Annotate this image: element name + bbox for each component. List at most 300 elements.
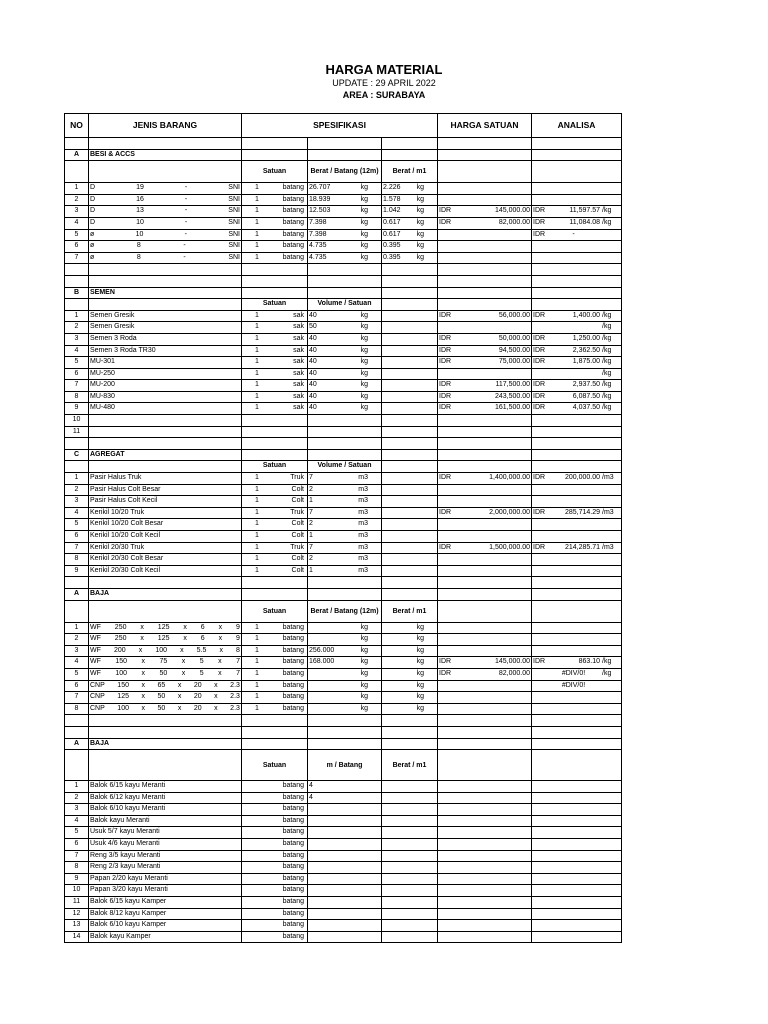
item-spec-part: x — [140, 623, 144, 631]
item-name: Balok 8/12 kayu Kamper — [89, 908, 242, 920]
item-row — [65, 473, 622, 485]
item-spec-part: SNI — [228, 218, 240, 226]
item-spec-part: WF — [90, 623, 101, 631]
item-value-2 — [382, 206, 438, 218]
header-no: NO — [65, 114, 89, 138]
item-row — [65, 415, 622, 427]
item-qty: 1 — [255, 646, 259, 654]
blank-cell — [532, 715, 622, 727]
item-satuan — [242, 792, 308, 804]
item-analisa — [532, 496, 622, 508]
item-no: 1 — [65, 310, 89, 322]
item-row — [65, 252, 622, 264]
item-spec-part: 10 — [136, 218, 144, 226]
item-value-1-unit: m3 — [358, 555, 368, 563]
item-row — [65, 634, 622, 646]
analisa-value: 1,250.00 — [572, 334, 601, 342]
item-no: 4 — [65, 345, 89, 357]
item-value-2 — [382, 645, 438, 657]
item-analisa — [532, 634, 622, 646]
item-no: 3 — [65, 206, 89, 218]
item-value-1-number: 7 — [309, 474, 313, 482]
item-spec-part: - — [183, 242, 186, 250]
item-value-2-number: 0.617 — [383, 218, 401, 226]
item-no: 5 — [65, 668, 89, 680]
item-harga — [438, 322, 532, 334]
item-satuan — [242, 484, 308, 496]
item-value-1 — [308, 519, 382, 531]
item-value-2 — [382, 183, 438, 195]
blank-cell — [382, 588, 438, 600]
harga-value: 243,500.00 — [494, 392, 531, 400]
item-analisa — [532, 519, 622, 531]
item-spec-part: x — [218, 658, 222, 666]
item-spec-part: 8 — [136, 242, 141, 250]
item-harga — [438, 792, 532, 804]
item-value-2 — [382, 885, 438, 897]
item-spec-part: 9 — [236, 623, 240, 631]
item-value-1 — [308, 507, 382, 519]
blank-cell — [89, 438, 242, 450]
subheader-satuan: Satuan — [242, 299, 308, 311]
item-spec-part: 13 — [136, 207, 144, 215]
item-unit: sak — [293, 323, 304, 331]
item-value-2 — [382, 380, 438, 392]
blank-cell — [532, 738, 622, 750]
item-analisa — [532, 897, 622, 909]
item-qty: 1 — [255, 334, 259, 342]
item-value-2 — [382, 229, 438, 241]
item-no: 1 — [65, 622, 89, 634]
item-satuan — [242, 345, 308, 357]
item-qty: 1 — [255, 543, 259, 551]
analisa-currency: IDR — [533, 230, 546, 238]
subheader-volume: Berat / Batang (12m) — [308, 600, 382, 622]
blank-cell — [382, 577, 438, 589]
blank-cell — [382, 738, 438, 750]
item-spec-part: 200 — [113, 646, 126, 654]
item-spec-part: x — [214, 681, 218, 689]
blank-cell — [65, 750, 89, 781]
item-row — [65, 484, 622, 496]
item-qty: 1 — [255, 520, 259, 528]
item-value-1 — [308, 622, 382, 634]
item-no: 1 — [65, 473, 89, 485]
item-value-1-unit: kg — [360, 184, 368, 192]
blank-cell — [532, 264, 622, 276]
item-spec-part: 8 — [236, 646, 240, 654]
item-no: 3 — [65, 645, 89, 657]
analisa-currency: IDR — [533, 543, 546, 551]
analisa-currency: IDR — [533, 218, 546, 226]
item-analisa — [532, 827, 622, 839]
item-spec-part: 2.3 — [230, 681, 240, 689]
item-value-2 — [382, 241, 438, 253]
item-analisa — [532, 554, 622, 566]
item-spec-part: D — [90, 195, 96, 203]
item-qty: 1 — [255, 311, 259, 319]
analisa-value: 11,084.08 — [569, 218, 601, 226]
blank-cell — [242, 449, 308, 461]
item-unit: sak — [293, 381, 304, 389]
item-no: 2 — [65, 194, 89, 206]
item-row — [65, 194, 622, 206]
blank-cell — [65, 600, 89, 622]
item-value-2 — [382, 310, 438, 322]
subheader-satuan: Satuan — [242, 750, 308, 781]
item-value-1 — [308, 241, 382, 253]
item-no: 2 — [65, 792, 89, 804]
blank-cell — [308, 287, 382, 299]
item-spec-part: - — [183, 253, 186, 261]
item-analisa — [532, 815, 622, 827]
item-analisa — [532, 692, 622, 704]
item-no: 12 — [65, 908, 89, 920]
item-harga — [438, 194, 532, 206]
item-spec-part: 6 — [200, 635, 205, 643]
item-value-1 — [308, 657, 382, 669]
item-value-2-unit: kg — [416, 195, 425, 203]
item-value-1-unit: m3 — [358, 508, 368, 516]
item-harga — [438, 426, 532, 438]
item-value-2-number: 1.042 — [383, 207, 401, 215]
item-unit: batang — [282, 635, 304, 643]
item-unit: batang — [282, 782, 304, 790]
item-harga — [438, 229, 532, 241]
item-value-2-unit: kg — [416, 230, 425, 238]
item-value-1 — [308, 645, 382, 657]
item-spec-part: - — [184, 218, 188, 226]
item-value-2 — [382, 862, 438, 874]
item-spec-part: 250 — [114, 623, 127, 631]
item-value-2 — [382, 554, 438, 566]
item-value-1 — [308, 850, 382, 862]
section-title: AGREGAT — [89, 449, 242, 461]
item-unit: batang — [282, 681, 304, 689]
item-name: Kerikil 10/20 Colt Kecil — [89, 531, 242, 543]
section-title: BESI & ACCS — [89, 149, 242, 161]
item-spec-part: D — [90, 207, 96, 215]
item-name — [89, 657, 242, 669]
item-name: Pasir Halus Truk — [89, 473, 242, 485]
item-value-2-number: 2.226 — [383, 184, 401, 192]
blank-cell — [438, 287, 532, 299]
item-unit: batang — [282, 909, 304, 917]
harga-currency: IDR — [439, 543, 452, 551]
blank-cell — [242, 715, 308, 727]
item-value-2-unit: kg — [416, 242, 425, 250]
item-harga — [438, 692, 532, 704]
item-value-1-unit: kg — [360, 323, 368, 331]
item-value-1 — [308, 217, 382, 229]
analisa-value — [547, 369, 600, 380]
item-harga — [438, 252, 532, 264]
item-satuan — [242, 815, 308, 827]
item-satuan — [242, 850, 308, 862]
item-satuan — [242, 862, 308, 874]
item-unit: Truk — [290, 543, 304, 551]
item-spec-part: 5 — [199, 658, 204, 666]
item-name — [89, 692, 242, 704]
item-value-1 — [308, 484, 382, 496]
item-name: Balok 6/15 kayu Meranti — [89, 781, 242, 793]
analisa-value: 1,400.00 — [572, 311, 601, 319]
item-value-2 — [382, 668, 438, 680]
item-value-2 — [382, 703, 438, 715]
item-value-1 — [308, 565, 382, 577]
item-analisa — [532, 391, 622, 403]
subheader-row — [65, 461, 622, 473]
item-spec-part: ø — [90, 242, 95, 250]
item-value-1 — [308, 703, 382, 715]
item-spec-part: x — [177, 704, 182, 712]
analisa-value: 6,087.50 — [572, 392, 601, 400]
material-price-table — [64, 113, 622, 943]
item-value-1 — [308, 229, 382, 241]
blank-cell — [438, 449, 532, 461]
item-value-1-unit: m3 — [358, 520, 368, 528]
item-value-1 — [308, 531, 382, 543]
item-value-1 — [308, 542, 382, 554]
item-spec-part: CNP — [90, 681, 105, 689]
subheader-volume: Volume / Satuan — [308, 299, 382, 311]
item-satuan — [242, 496, 308, 508]
analisa-value: - — [572, 230, 575, 238]
item-analisa — [532, 357, 622, 369]
item-unit: batang — [282, 669, 304, 677]
item-value-2 — [382, 426, 438, 438]
blank-cell — [89, 461, 242, 473]
item-qty: 1 — [255, 184, 259, 192]
item-row — [65, 241, 622, 253]
section-header — [65, 588, 622, 600]
item-satuan — [242, 908, 308, 920]
item-spec-part: x — [214, 704, 218, 712]
item-value-1-unit: kg — [360, 623, 368, 631]
blank-cell — [382, 149, 438, 161]
item-no: 4 — [65, 507, 89, 519]
item-value-1-unit: m3 — [358, 543, 368, 551]
item-spec-part: SNI — [228, 207, 240, 215]
item-spec-part: x — [218, 623, 223, 631]
blank-cell — [438, 738, 532, 750]
item-spec-part: 2.3 — [230, 704, 240, 712]
item-qty: 1 — [255, 555, 259, 563]
item-analisa — [532, 680, 622, 692]
item-spec-part: 150 — [115, 658, 128, 666]
item-no: 2 — [65, 484, 89, 496]
harga-value: 1,400,000.00 — [489, 474, 531, 482]
item-row — [65, 850, 622, 862]
blank-cell — [438, 577, 532, 589]
item-no: 7 — [65, 542, 89, 554]
item-name: Reng 2/3 kayu Meranti — [89, 862, 242, 874]
blank-cell — [308, 438, 382, 450]
harga-currency: IDR — [439, 508, 452, 516]
item-value-1-number: 1 — [309, 497, 313, 505]
item-spec-part: 20 — [193, 704, 202, 712]
blank-cell — [438, 138, 532, 150]
header-harga-satuan: HARGA SATUAN — [438, 114, 532, 138]
item-value-2 — [382, 507, 438, 519]
item-analisa — [532, 908, 622, 920]
item-satuan — [242, 380, 308, 392]
blank-cell — [242, 738, 308, 750]
subheader-berat — [382, 299, 438, 311]
analisa-value: 1,875.00 — [572, 358, 601, 366]
item-row — [65, 622, 622, 634]
blank-cell — [438, 149, 532, 161]
item-harga — [438, 622, 532, 634]
item-value-1 — [308, 873, 382, 885]
item-spec-part: 2.3 — [230, 693, 240, 701]
item-value-1-number: 1 — [309, 566, 313, 574]
blank-cell — [65, 461, 89, 473]
item-row — [65, 206, 622, 218]
blank-cell — [532, 588, 622, 600]
item-analisa — [532, 183, 622, 195]
subheader-satuan: Satuan — [242, 600, 308, 622]
item-row — [65, 507, 622, 519]
item-name — [89, 680, 242, 692]
item-value-2 — [382, 542, 438, 554]
item-unit: sak — [293, 392, 304, 400]
item-value-2 — [382, 345, 438, 357]
blank-cell — [89, 138, 242, 150]
harga-currency: IDR — [439, 658, 452, 666]
item-harga — [438, 403, 532, 415]
item-value-1 — [308, 897, 382, 909]
item-qty: 1 — [255, 253, 259, 261]
item-satuan — [242, 357, 308, 369]
item-spec-part: x — [181, 669, 186, 677]
item-name: Kerikil 20/30 Truk — [89, 542, 242, 554]
section-header — [65, 738, 622, 750]
item-unit: batang — [282, 863, 304, 871]
item-satuan — [242, 229, 308, 241]
analisa-value: 11,597.57 — [569, 207, 601, 215]
blank-cell — [382, 438, 438, 450]
item-spec-part: x — [141, 681, 145, 689]
item-name: Balok 6/15 kayu Kamper — [89, 897, 242, 909]
blank-cell — [438, 715, 532, 727]
analisa-unit: /m3 — [602, 508, 614, 516]
blank-cell — [308, 726, 382, 738]
item-row — [65, 554, 622, 566]
item-row — [65, 862, 622, 874]
item-qty: 1 — [255, 358, 259, 366]
item-value-1-unit: kg — [360, 207, 368, 215]
blank-cell — [65, 299, 89, 311]
item-row — [65, 827, 622, 839]
item-qty: 1 — [255, 242, 259, 250]
item-spec-part: 65 — [157, 681, 166, 689]
item-value-2 — [382, 920, 438, 932]
harga-value: 56,000.00 — [498, 311, 531, 319]
item-value-1-unit: kg — [360, 358, 368, 366]
harga-currency: IDR — [439, 404, 452, 412]
item-analisa — [532, 229, 622, 241]
item-spec-part: ø — [90, 253, 95, 261]
item-satuan — [242, 322, 308, 334]
item-no: 8 — [65, 391, 89, 403]
item-harga — [438, 345, 532, 357]
analisa-currency: IDR — [533, 474, 546, 482]
item-harga — [438, 357, 532, 369]
item-harga — [438, 542, 532, 554]
item-value-2-unit: kg — [416, 704, 425, 712]
item-no: 2 — [65, 634, 89, 646]
item-value-1 — [308, 391, 382, 403]
item-analisa — [532, 252, 622, 264]
item-row — [65, 815, 622, 827]
item-qty: 1 — [255, 566, 259, 574]
item-value-1-unit: kg — [360, 346, 368, 354]
item-spec-part: 125 — [157, 623, 170, 631]
item-row — [65, 519, 622, 531]
blank-cell — [438, 461, 532, 473]
item-row — [65, 380, 622, 392]
item-value-1 — [308, 931, 382, 943]
item-satuan — [242, 680, 308, 692]
item-value-1-number: 4 — [309, 782, 313, 790]
item-satuan — [242, 519, 308, 531]
blank-cell — [382, 287, 438, 299]
item-name — [89, 252, 242, 264]
item-value-1-unit: kg — [360, 334, 368, 342]
item-satuan — [242, 634, 308, 646]
item-value-2-unit: kg — [416, 646, 425, 654]
analisa-unit: /kg — [602, 218, 612, 226]
blank-cell — [308, 449, 382, 461]
item-name: Kerikil 20/30 Colt Kecil — [89, 565, 242, 577]
blank-cell — [532, 438, 622, 450]
item-no: 13 — [65, 920, 89, 932]
item-analisa — [532, 657, 622, 669]
item-no: 4 — [65, 815, 89, 827]
item-analisa — [532, 862, 622, 874]
analisa-value: #DIV/0! — [561, 681, 586, 689]
item-name: Balok 6/12 kayu Meranti — [89, 792, 242, 804]
item-spec-part: 5.5 — [196, 646, 207, 654]
item-value-1 — [308, 310, 382, 322]
analisa-value: #DIV/0! — [561, 669, 586, 677]
subheader-satuan: Satuan — [242, 161, 308, 183]
item-value-1 — [308, 862, 382, 874]
harga-value: 1,500,000.00 — [489, 543, 531, 551]
item-satuan — [242, 622, 308, 634]
item-name — [89, 194, 242, 206]
item-harga — [438, 680, 532, 692]
item-harga — [438, 931, 532, 943]
subheader-row — [65, 299, 622, 311]
item-analisa — [532, 804, 622, 816]
item-row — [65, 496, 622, 508]
item-unit: batang — [282, 693, 304, 701]
blank-row — [65, 715, 622, 727]
item-analisa — [532, 484, 622, 496]
update-date: UPDATE : 29 APRIL 2022 — [332, 78, 436, 88]
item-no: 7 — [65, 850, 89, 862]
item-value-1 — [308, 333, 382, 345]
item-harga — [438, 183, 532, 195]
item-no: 3 — [65, 496, 89, 508]
item-satuan — [242, 657, 308, 669]
item-name — [89, 415, 242, 427]
item-value-2 — [382, 815, 438, 827]
analisa-unit: /kg — [602, 207, 612, 215]
item-harga — [438, 815, 532, 827]
